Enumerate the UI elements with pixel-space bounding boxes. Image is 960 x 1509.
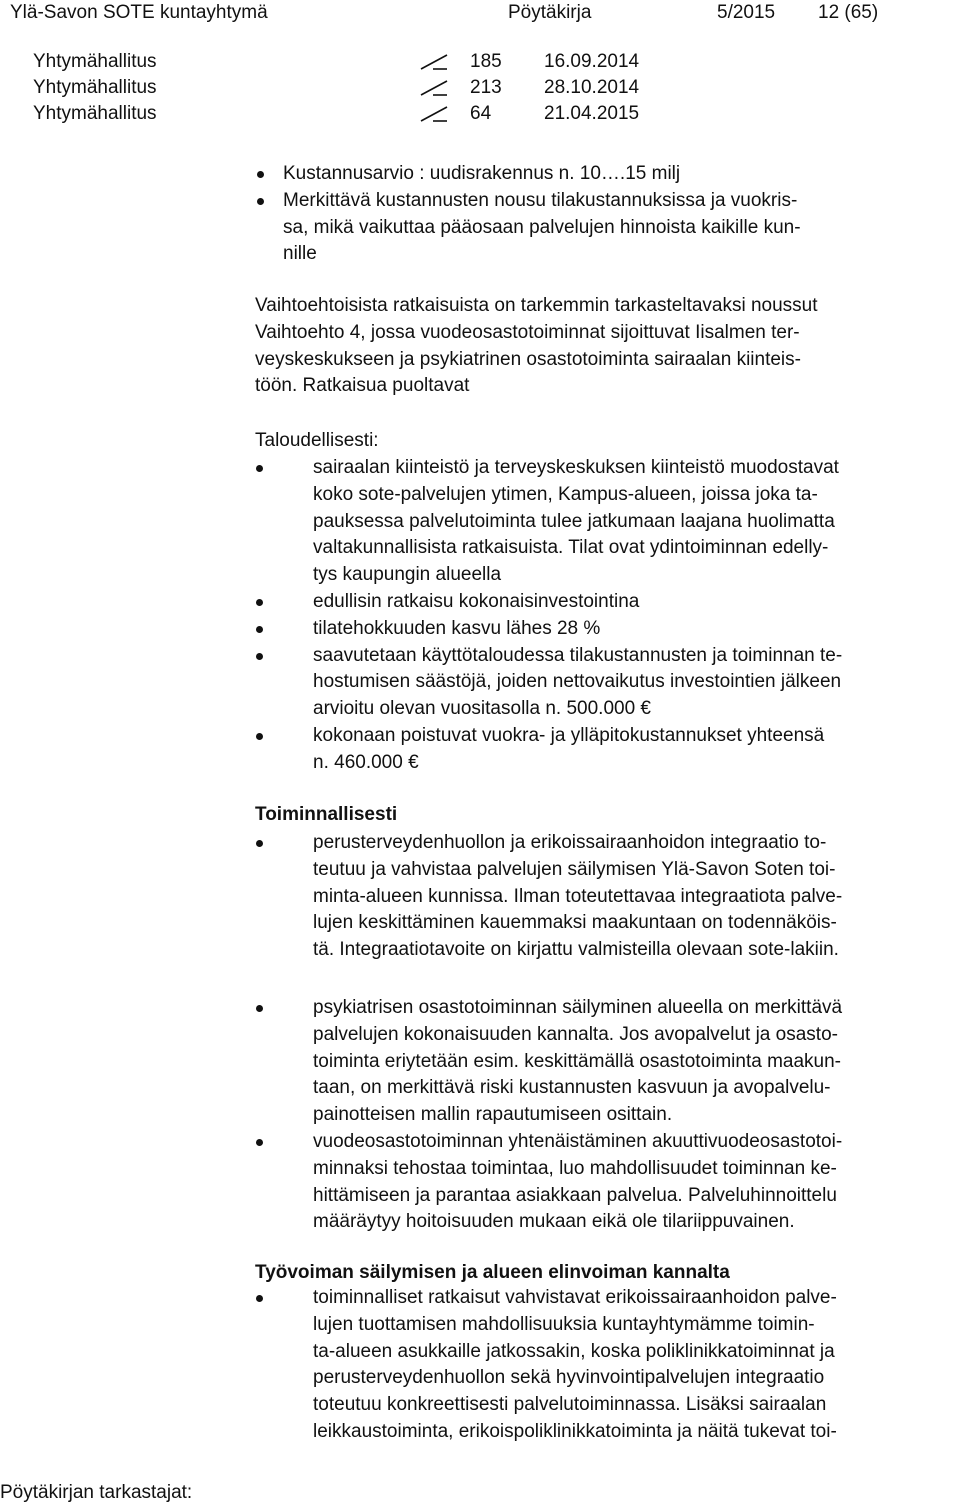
paragraph-line: töön. Ratkaisua puoltavat (255, 375, 470, 397)
list-item-line: teutuu ja vahvistaa palvelujen säilymisen Ylä-Savon Soten toi- (313, 858, 836, 880)
list-item-line: toteutuu konkreettisesti palvelutoiminnassa. Lisäksi sairaalan (313, 1394, 827, 1416)
list-item (313, 1285, 837, 1446)
meeting-row (33, 101, 733, 127)
list-item-line: arvioitu olevan vuositasolla n. 500.000 € (313, 698, 652, 720)
section-heading-operational: Toiminnallisesti (255, 804, 398, 825)
list-item (313, 643, 842, 723)
bullet-icon (257, 198, 264, 205)
list-item-line: nille (283, 243, 317, 265)
bullet-icon (256, 599, 263, 606)
page-number: 12 (65) (818, 2, 879, 23)
list-item-line: psykiatrisen osastotoiminnan säilyminen alueella on merkittävä (313, 996, 843, 1018)
intro-bullet-list (283, 161, 801, 268)
paragraph-line: Vaihtoehtoisista ratkaisuista on tarkemmin tarkasteltavaksi noussut (255, 295, 818, 316)
meeting-body: Yhtymähallitus (33, 51, 157, 72)
meeting-row (33, 75, 733, 101)
paragraph-line: Vaihtoehto 4, jossa vuodeosastotoiminnat sijoittuvat Iisalmen ter- (255, 321, 800, 343)
meeting-date: 21.04.2015 (544, 103, 640, 124)
bullet-icon (256, 653, 263, 660)
meeting-body: Yhtymähallitus (33, 77, 157, 98)
summary-paragraph (255, 293, 955, 400)
list-item (313, 455, 842, 589)
meeting-paragraph: 64 (470, 103, 492, 124)
list-item-line: kokonaan poistuvat vuokra- ja ylläpitokustannukset yhteensä (313, 724, 825, 746)
list-item (313, 589, 842, 616)
list-item-line: hittämiseen ja parantaa asiakkaan palvelua. Palveluhinnoittelu (313, 1184, 837, 1206)
meeting-date: 16.09.2014 (544, 51, 640, 72)
list-item (313, 830, 842, 964)
org-name: Ylä-Savon SOTE kuntayhtymä (10, 2, 268, 23)
list-item-line: tä. Integraatiotavoite on kirjattu valmisteilla olevaan sote-lakiin. (313, 939, 839, 961)
meeting-paragraph: 185 (470, 51, 502, 72)
paragraph-reference-icon (419, 105, 449, 131)
list-item-line: minnaksi tehostaa toimintaa, luo mahdollisuudet toiminnan ke- (313, 1157, 837, 1179)
list-item (313, 995, 842, 1129)
workforce-bullet-list (313, 1285, 837, 1446)
list-item-line: minta-alueen kunnissa. Ilman toteutettavaa integraatiota palve- (313, 885, 843, 907)
list-item-line: saavutetaan käyttötaloudessa tilakustannusten ja toiminnan te- (313, 644, 843, 666)
meeting-row (33, 49, 733, 75)
bullet-icon (256, 733, 263, 740)
list-item-line: toiminnalliset ratkaisut vahvistavat erikoissairaanhoidon palve- (313, 1287, 837, 1308)
bullet-icon (256, 1005, 263, 1012)
list-item (283, 188, 801, 268)
bullet-icon (256, 1295, 263, 1302)
list-item-line: lujen tuottamisen mahdollisuuksia kuntayhtymämme toimin- (313, 1313, 815, 1335)
list-item (313, 616, 842, 643)
meeting-body: Yhtymähallitus (33, 103, 157, 124)
list-item-line: toiminta eriytetään esim. keskittämällä osastotoiminta maakun- (313, 1050, 842, 1072)
list-item-line: taan, on merkittävä riski kustannusten kasvuun ja avopalvelu- (313, 1077, 831, 1099)
list-item (313, 1129, 842, 1236)
list-item-line: Kustannusarvio : uudisrakennus n. 10….15 milj (283, 163, 681, 184)
operational-bullet-list (313, 830, 842, 1236)
list-item-line: ta-alueen asukkaille jatkossakin, koska poliklinikkatoiminnat ja (313, 1340, 835, 1362)
list-item-line: perusterveydenhuollon sekä hyvinvointipalvelujen integraatio (313, 1367, 825, 1389)
list-item-line: Merkittävä kustannusten nousu tilakustannuksissa ja vuokris- (283, 189, 798, 211)
list-item-line: sairaalan kiinteistö ja terveyskeskuksen kiinteistö muodostavat (313, 457, 839, 478)
bullet-icon (256, 626, 263, 633)
list-item-line: koko sote-palvelujen ytimen, Kampus-alueen, joissa joka ta- (313, 483, 818, 505)
section-heading-economic: Taloudellisesti: (255, 430, 379, 451)
list-item-line: tilatehokkuuden kasvu lähes 28 % (313, 617, 601, 639)
list-item-line: palvelujen kokonaisuuden kannalta. Jos avopalvelut ja osasto- (313, 1023, 838, 1045)
list-item-line: leikkaustoiminta, erikoispoliklinikkatoiminta ja näitä tukevat toi- (313, 1420, 837, 1442)
list-item-line: tys kaupungin alueella (313, 564, 502, 586)
meeting-paragraph: 213 (470, 77, 502, 98)
list-item (313, 723, 842, 777)
paragraph-line: veyskeskukseen ja psykiatrinen osastotoiminta sairaalan kiinteis- (255, 348, 801, 370)
list-item-line: vuodeosastotoiminnan yhtenäistäminen akuuttivuodeosastotoi- (313, 1130, 843, 1152)
list-item-line: hostumisen säästöjä, joiden nettovaikutus investointien jälkeen (313, 671, 842, 693)
bullet-icon (256, 1139, 263, 1146)
reviewers-label: Pöytäkirjan tarkastajat: (0, 1482, 193, 1503)
economic-bullet-list (313, 455, 842, 777)
list-item-line: määräytyy hoitoisuuden mukaan eikä ole tilariippuvainen. (313, 1211, 795, 1233)
bullet-icon (256, 465, 263, 472)
doc-number: 5/2015 (717, 2, 776, 23)
list-item-line: painotteisen mallin rapautumiseen osittain. (313, 1104, 673, 1126)
list-item-line: sa, mikä vaikuttaa pääosaan palvelujen hinnoista kaikille kun- (283, 216, 801, 238)
list-item (283, 161, 801, 188)
bullet-icon (256, 840, 263, 847)
doc-type: Pöytäkirja (508, 2, 592, 23)
list-item-line: lujen keskittäminen kauemmaksi maakuntaan on todennäköis- (313, 912, 837, 934)
list-item-line: pauksessa palvelutoiminta tulee jatkumaan laajana huolimatta (313, 510, 835, 532)
section-heading-workforce: Työvoiman säilymisen ja alueen elinvoiman kannalta (255, 1262, 730, 1283)
list-item-line: perusterveydenhuollon ja erikoissairaanhoidon integraatio to- (313, 832, 827, 853)
meeting-date: 28.10.2014 (544, 77, 640, 98)
bullet-icon (257, 171, 264, 178)
list-item-line: n. 460.000 € (313, 751, 419, 773)
list-item-line: edullisin ratkaisu kokonaisinvestointina (313, 590, 640, 612)
list-item-line: valtakunnallisista ratkaisuista. Tilat ovat ydintoiminnan edelly- (313, 537, 829, 559)
